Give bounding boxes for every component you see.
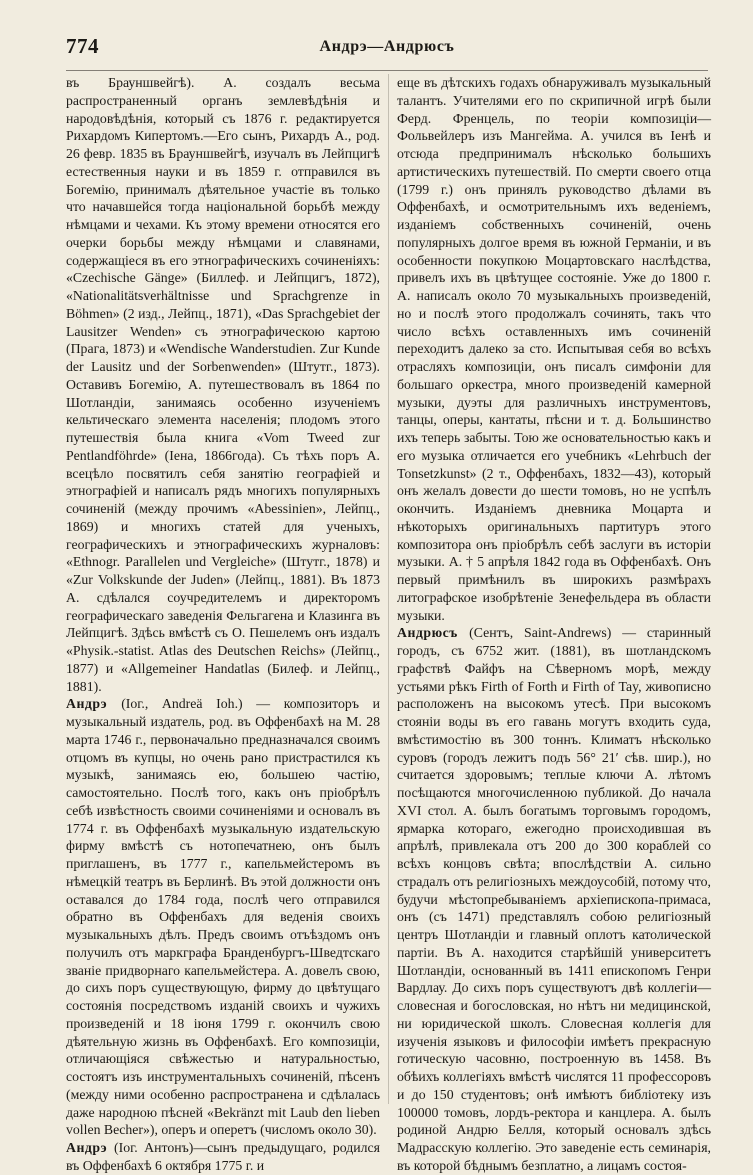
entry-body: (Іог. Антонъ)—сынъ предыдущаго, родился въ Оффенбахѣ 6 октября 1775 г. и (66, 1140, 380, 1173)
left-column (66, 74, 380, 1175)
entry-body: (Іог., Andreä Ioh.) — композиторъ и музыкальный издатель, род. въ Оффенбахѣ на М. 28 марта 1746 г., первоначально предназначался своимъ отцомъ въ купцы, но очень рано пристрастился къ музыкѣ, занимаясь ею, большею частію, самостоятельно. Послѣ того, какъ онъ пріобрѣлъ себѣ извѣстность своими сочиненіями и основалъ въ 1774 г. въ Оффенбахѣ музыкальную издательскую фирму вмѣстѣ съ нотопечатнею, онъ былъ приглашенъ, въ 1777 г., капельмейстеромъ въ нѣмецкій театръ въ Берлинѣ. Въ этой должности онъ оставался до 1784 года, послѣ чего отправился обратно въ Оффенбахъ для веденія своихъ музыкальныхъ дѣлъ. Предъ своимъ отъѣздомъ онъ получилъ отъ маркграфа Бранденбургъ-Шведтскаго званіе придворнаго капельмейстера. А. довелъ свою, до сихъ поръ существующую, фирму до цвѣтущаго состоянія посредствомъ изданій своихъ и чужихъ произведеній и 18 іюня 1799 г. окончилъ свою дѣятельную жизнь въ Оффенбахѣ. Его композиціи, отличающіяся свѣжестью и натуральностью, состоятъ изъ инструментальныхъ сочиненій, пѣсенъ (между ними особенно распространена и сдѣлалась даже народною пѣсней «Bekränzt mit Laub den lieben vollen Becher»), оперъ и оперетъ (числомъ около 30). (66, 696, 380, 1138)
column-divider (388, 74, 389, 1104)
running-title: Андрэ—Андрюсъ (319, 38, 455, 55)
entry-paragraph (397, 74, 711, 624)
entry-body: въ Брауншвейгѣ). А. создалъ весьма распространенный органъ землевѣдѣнія и народовѣдѣнія, который съ 1876 г. редактируется Рихардомъ Кипертомъ.—Его сынъ, Рихардъ А., род. 26 февр. 1835 въ Брауншвейгѣ, изучалъ въ Лейпцигѣ естественныя науки и въ 1859 г. отправился въ Богемію, принималъ дѣятельное участіе въ только что начавшейся тогда національной борьбѣ между нѣмцами и чехами. Къ этому времени относятся его очерки борьбы между нѣмцами и славянами, содержащіеся въ его этнографическихъ сочиненіяхъ: «Czechische Gänge» (Биллеф. и Лейпцигъ, 1872), «Nationalitätsverhältnisse und Sprachgrenze in Böhmen» (2 изд., Лейпц., 1871), «Das Sprachgebiet der Lausitzer Wenden» съ этнографическою картою (Прага, 1873) и «Wendische Wanderstudien. Zur Kunde der Lausitz und der Sorbenwenden» (Штутг., 1873). Оставивъ Богемію, А. путешествовалъ въ 1864 по Шотландіи, занимаясь особенно изученіемъ кельтическаго элемента населенія; плодомъ этого путешествія была книга «Vom Tweed zur Pentlandföhrde» (Іена, 1866года). Съ тѣхъ поръ А. всецѣло посвятилъ себя занятію географіей и этнографіей и написалъ рядъ многихъ популярныхъ сочиненій (между прочимъ «Abessinien», Лейпц., 1869) и многихъ статей для ученыхъ, географическихъ и этнографическихъ журналовъ: «Ethnogr. Parallelen und Vergleiche» (Штутг., 1878) и «Zur Volkskunde der Juden» (Лейпц., 1881). Въ 1873 А. сдѣлался соучредителемъ и директоромъ географическаго заведенія Фельгагена и Клазинга въ Лейпцигѣ. Здѣсь вмѣстѣ съ О. Пешелемъ онъ издалъ «Physik.-statist. Atlas des Deutschen Reichs» (Лейпц., 1877) и «Allgemeiner Handatlas (Билеф. и Лейпц., 1881). (66, 75, 380, 694)
right-column (397, 74, 711, 1175)
entry-body: (Сентъ, Saint-Andrews) — старинный городъ, съ 6752 жит. (1881), въ шотландскомъ графствѣ Файфъ на Сѣверномъ морѣ, между устьями рѣкъ Firth of Forth и Firth of Tay, живописно расположенъ на высокомъ утесѣ. При высокомъ стояніи воды въ его гавань могутъ входить суда, вмѣстимостію въ 300 тоннъ. Климатъ нѣсколько суровъ (городъ лежитъ подъ 56° 21′ сѣв. шир.), но считается здоровымъ; теплые ключи А. лѣтомъ посѣщаются многочисленною публикой. До начала XVI стол. А. былъ богатымъ торговымъ городомъ, ярмарка котораго, ежегодно происходившая въ апрѣлѣ, привлекала отъ 200 до 300 кораблей со всѣхъ концовъ свѣта; впослѣдствіи А. сильно страдалъ отъ религіозныхъ междоусобій, потому что, будучи мѣстопребываніемъ архіепископа-примаса, онъ (съ 1471) представлялъ собою религіозный центръ Шотландіи и главный оплотъ католической партіи. Въ А. находится старѣйшій университетъ Шотландіи, основанный въ 1411 епископомъ Генри Вардлау. До сихъ поръ существуютъ двѣ коллегіи—словесная и богословская, но нѣтъ ни медицинской, ни юридической школъ. Словесная коллегія для изученія языковъ и философіи имѣетъ прекрасную готическую часовню, построенную въ 1458. Въ обѣихъ коллегіяхъ вмѣстѣ числятся 11 профессоровъ и до 150 студентовъ; онѣ имѣютъ библіотеку изъ 100000 томовъ, лордъ-ректора и канцлера. А. былъ родиной Андрю Белля, который основалъ здѣсь Мадрасскую коллегію. Это заведеніе есть семинарія, въ которой бѣднымъ безплатно, а лицамъ состоя- (397, 625, 711, 1173)
entry-body: еще въ дѣтскихъ годахъ обнаруживалъ музыкальный талантъ. Учителями его по скрипичной игрѣ были Ферд. Френцель, по теоріи композиціи—Фольвейлеръ изъ Мангейма. А. учился въ Іенѣ и отсюда предпринималъ нѣсколько большихъ артистическихъ путешествій. По смерти своего отца (1799 г.) онъ принялъ руководство дѣлами въ Оффенбахѣ, и осмотрительнымъ ихъ веденіемъ, изданіемъ собственныхъ сочиненій, очень популярныхъ долгое время въ южной Германіи, и въ особенности покупкою Моцартовскаго наслѣдства, привелъ ихъ въ цвѣтущее состояніе. Уже до 1800 г. А. написалъ около 70 музыкальныхъ произведеній, но и послѣ этого продолжалъ сочинять, такъ что число всѣхъ оставленныхъ имъ сочиненій переходитъ далеко за сто. Испытывая себя во всѣхъ отрасляхъ композиціи, онъ писалъ симфоніи для большаго оркестра, много произведеній камерной музыки, дуэты для различныхъ инструментовъ, танцы, оперы, кантаты, пѣсни и т. д. Большинство ихъ теперь забыты. Тою же основательностью какъ и его музыка отличается его учебникъ «Lehrbuch der Tonsetzkunst» (2 т., Оффенбахъ, 1832—43), который онъ желалъ довести до шести томовъ, но не успѣлъ окончить. Изданіемъ дневника Моцарта и нѣкоторыхъ оригинальныхъ партитуръ этого композитора онъ пріобрѣлъ себѣ заслуги въ исторіи музыки. А. † 5 апрѣля 1842 года въ Оффенбахѣ. Онъ первый примѣнилъ въ широкихъ размѣрахъ литографское изобрѣтеніе Зенефельдера въ области музыки. (397, 75, 711, 623)
entry-paragraph (66, 74, 380, 695)
entry-paragraph (397, 624, 711, 1174)
entry-paragraph (66, 695, 380, 1139)
page-number: 774 (66, 34, 99, 58)
entry-headword: Андрэ (66, 696, 122, 712)
entry-paragraph (66, 1139, 380, 1175)
entry-headword: Андрюсъ (397, 625, 470, 641)
page-header (66, 34, 708, 68)
header-rule (66, 70, 708, 71)
entry-headword: Андрэ (66, 1140, 115, 1155)
